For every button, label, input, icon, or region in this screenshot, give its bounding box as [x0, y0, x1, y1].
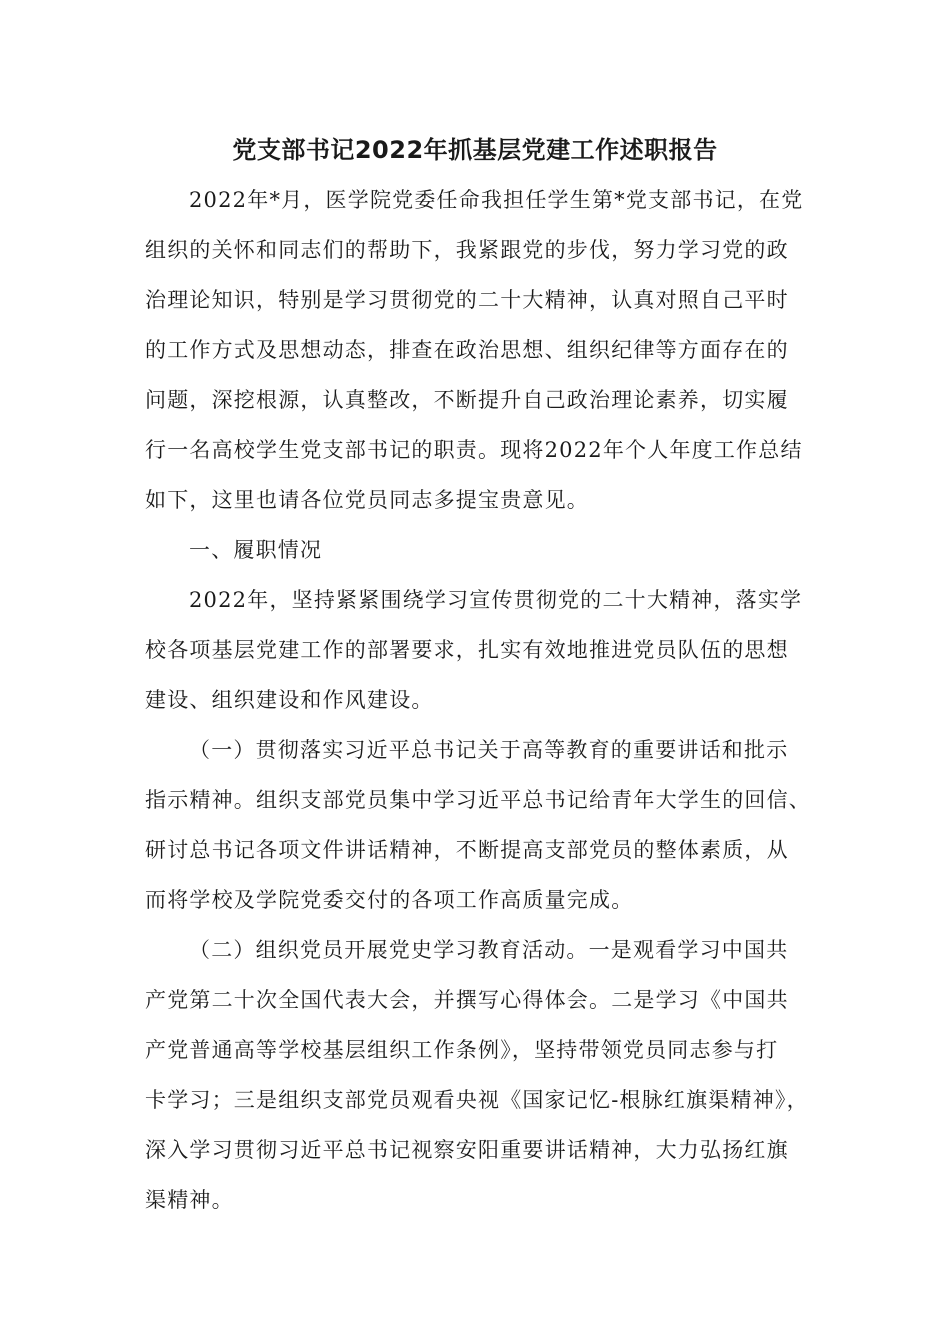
- subsection-line: （一）贯彻落实习近平总书记关于高等教育的重要讲话和批示: [189, 738, 789, 762]
- paragraph-line: 治理论知识，特别是学习贯彻党的二十大精神，认真对照自己平时: [145, 288, 789, 312]
- paragraph-line: 问题，深挖根源，认真整改，不断提升自己政治理论素养，切实履: [145, 388, 789, 412]
- paragraph-line: 而将学校及学院党委交付的各项工作高质量完成。: [145, 888, 634, 912]
- paragraph-line: 校各项基层党建工作的部署要求，扎实有效地推进党员队伍的思想: [145, 638, 789, 662]
- document-title: 党支部书记2022年抓基层党建工作述职报告: [232, 136, 718, 164]
- paragraph-line: 行一名高校学生党支部书记的职责。现将2022年个人年度工作总结: [145, 438, 803, 462]
- paragraph-line: 渠精神。: [145, 1188, 234, 1212]
- subsection-line: （二）组织党员开展党史学习教育活动。一是观看学习中国共: [189, 938, 789, 962]
- paragraph-line: 卡学习；三是组织支部党员观看央视《国家记忆-根脉红旗渠精神》，: [145, 1088, 809, 1112]
- paragraph-line: 如下，这里也请各位党员同志多提宝贵意见。: [145, 488, 589, 512]
- paragraph-line: 建设、组织建设和作风建设。: [145, 688, 434, 712]
- paragraph-line: 组织的关怀和同志们的帮助下，我紧跟党的步伐，努力学习党的政: [145, 238, 789, 262]
- paragraph-line: 研讨总书记各项文件讲话精神，不断提高支部党员的整体素质，从: [145, 838, 789, 862]
- paragraph-line: 指示精神。组织支部党员集中学习近平总书记给青年大学生的回信、: [145, 788, 811, 812]
- document-body: [145, 180, 813, 1230]
- paragraph-line: 2022年，坚持紧紧围绕学习宣传贯彻党的二十大精神，落实学: [189, 588, 803, 612]
- paragraph-line: 的工作方式及思想动态，排查在政治思想、组织纪律等方面存在的: [145, 338, 789, 362]
- paragraph-line: 2022年*月，医学院党委任命我担任学生第*党支部书记，在党: [189, 188, 804, 212]
- paragraph-line: 产党普通高等学校基层组织工作条例》，坚持带领党员同志参与打: [145, 1038, 779, 1062]
- section-heading: 一、履职情况: [189, 538, 323, 562]
- paragraph-line: 产党第二十次全国代表大会，并撰写心得体会。二是学习《中国共: [145, 988, 789, 1012]
- paragraph-line: 深入学习贯彻习近平总书记视察安阳重要讲话精神，大力弘扬红旗: [145, 1138, 789, 1162]
